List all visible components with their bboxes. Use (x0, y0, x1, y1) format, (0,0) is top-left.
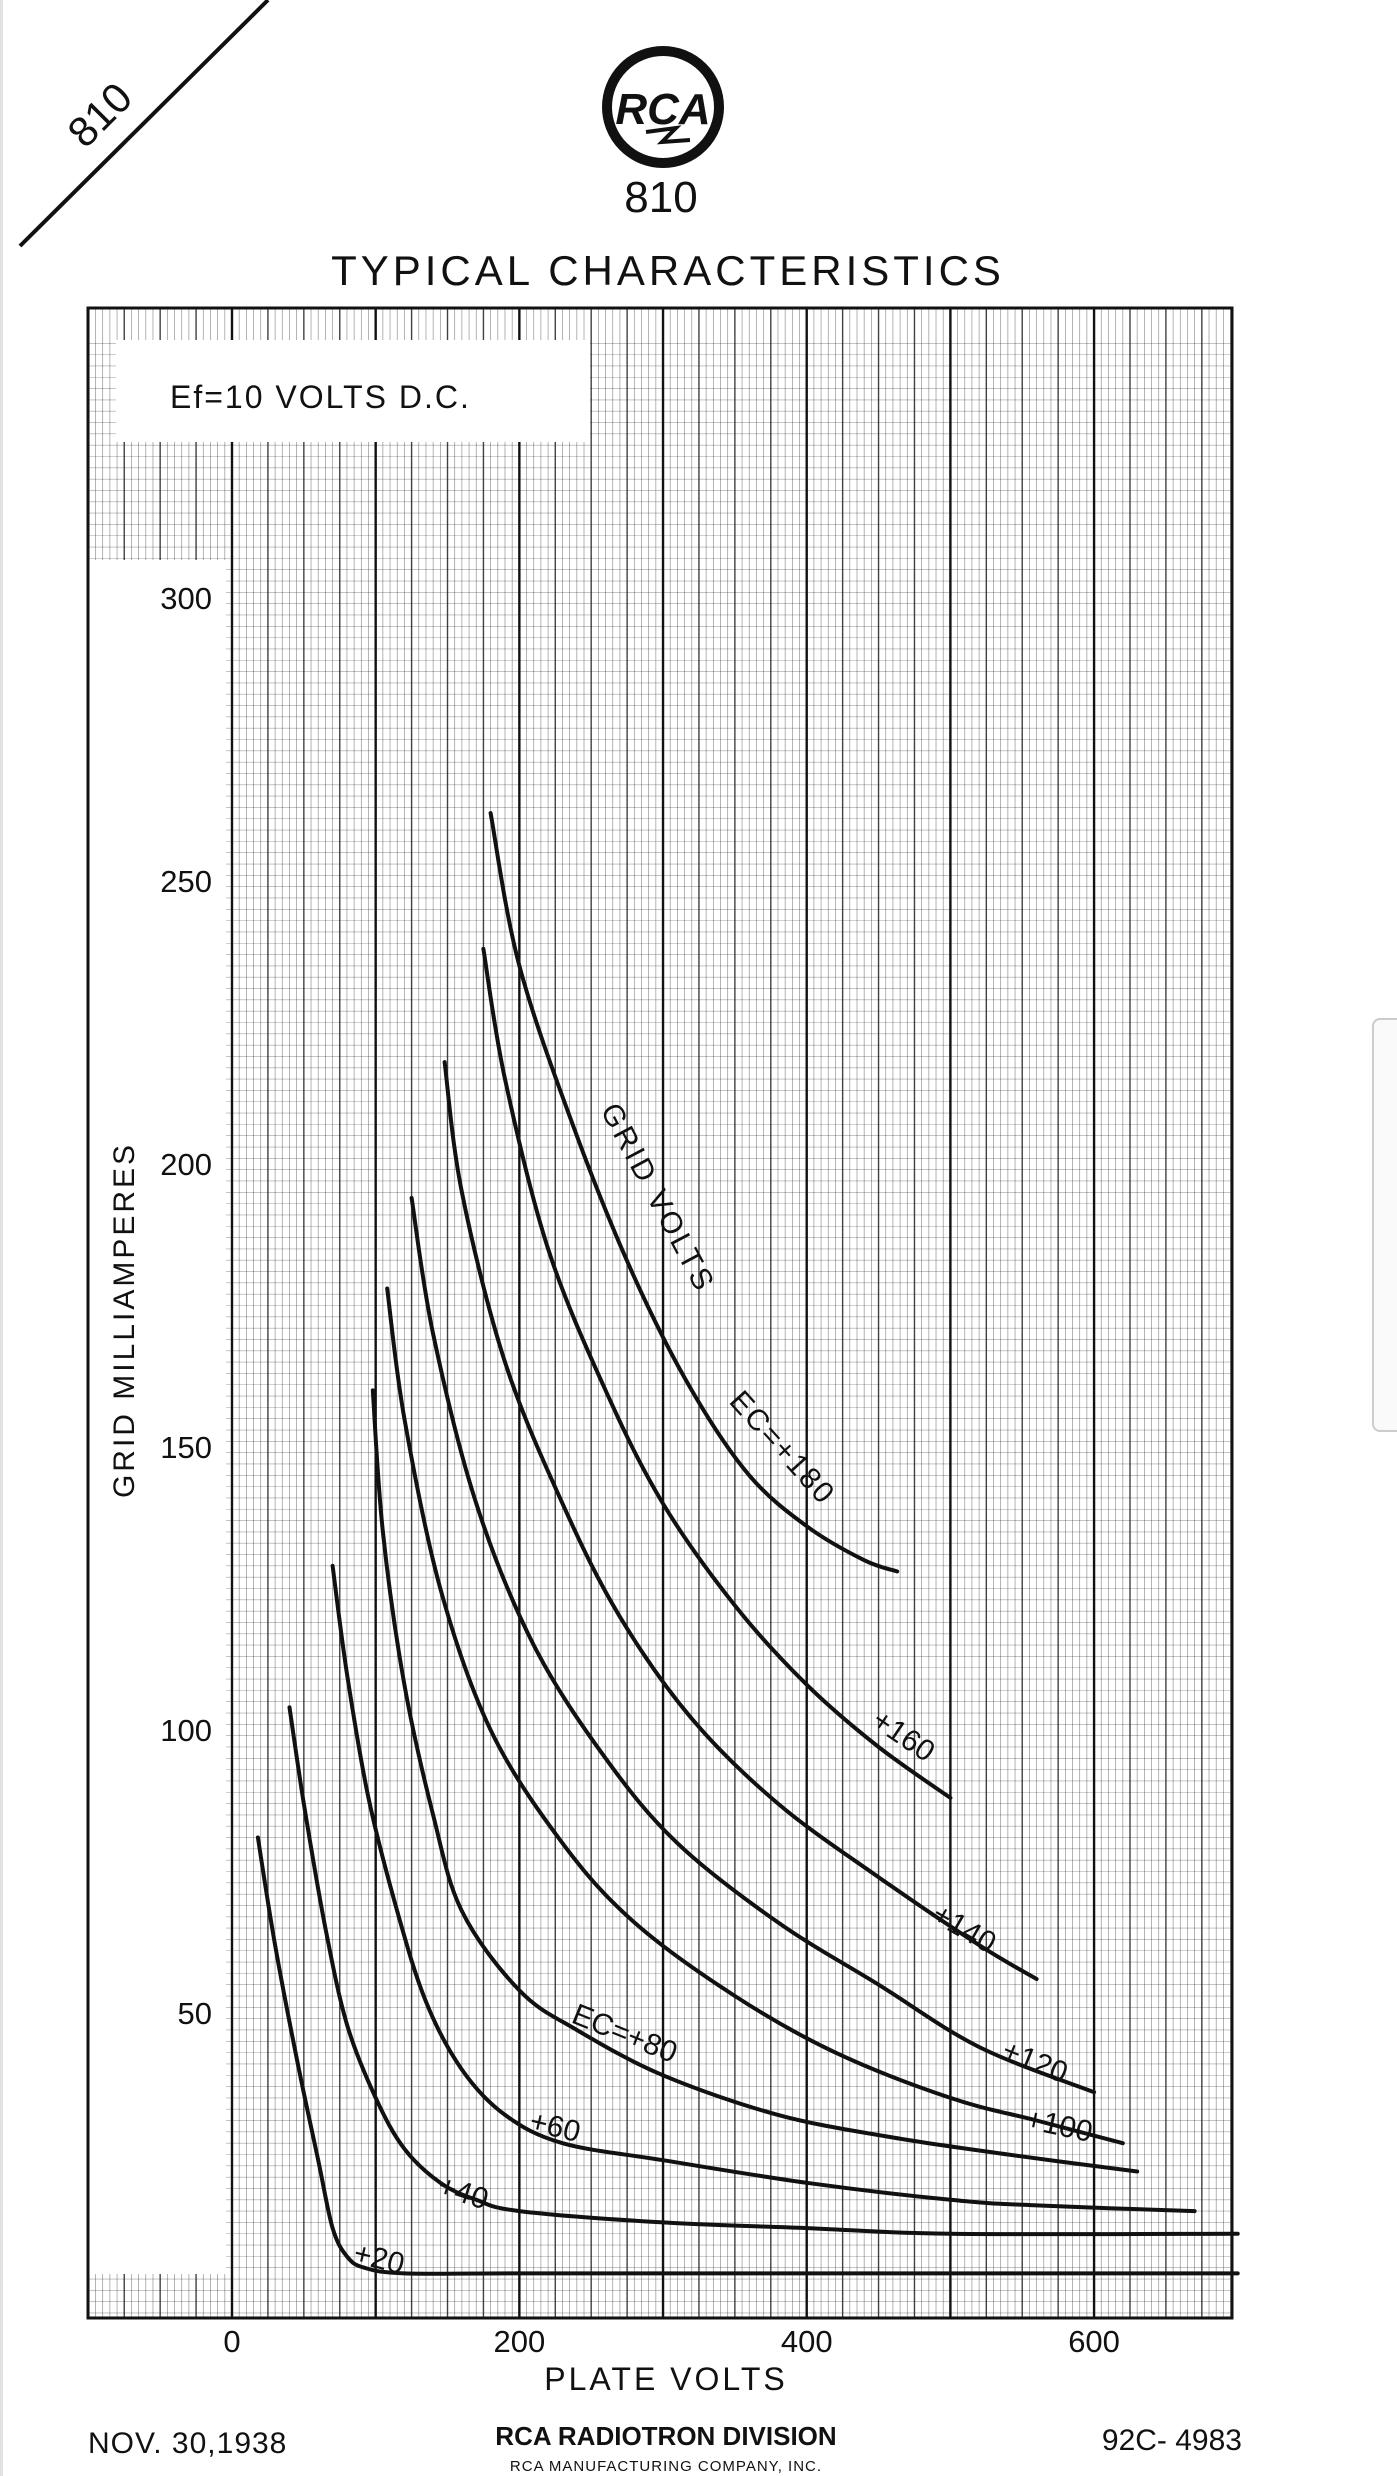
grid-volts-label: GRID VOLTS (593, 1097, 722, 1299)
condition-label: Ef=10 VOLTS D.C. (170, 379, 471, 415)
side-tab[interactable] (1372, 1018, 1397, 1432)
curve-label-140: +140 (926, 1897, 1002, 1960)
x-axis-label: PLATE VOLTS (544, 2361, 788, 2397)
x-tick-labels (223, 2324, 1120, 2359)
footer-division: RCA RADIOTRON DIVISION (495, 2421, 837, 2451)
x-tick-label: 200 (493, 2324, 546, 2359)
x-tick-label: 600 (1068, 2324, 1120, 2359)
chart-frame (88, 308, 1232, 2318)
curve-label-120: +120 (997, 2033, 1073, 2090)
y-tick-label: 100 (160, 1713, 212, 1748)
footer-date: NOV. 30,1938 (88, 2427, 288, 2460)
curve-label-160: +160 (866, 1703, 941, 1769)
y-tick-label: 150 (160, 1430, 212, 1465)
side-tab-text (1380, 1032, 1397, 1422)
y-tick-label: 200 (160, 1147, 212, 1182)
x-tick-label: 400 (780, 2324, 833, 2359)
y-tick-label: 50 (177, 1996, 212, 2031)
footer-company: RCA MANUFACTURING COMPANY, INC. (509, 2458, 823, 2475)
corner-label: 810 (58, 73, 142, 157)
y-tick-label: 250 (160, 864, 212, 899)
chart-grid (88, 308, 1232, 2318)
rca-logo-text: RCA (615, 85, 711, 134)
curve-label-100: +100 (1022, 2102, 1096, 2149)
curve-label-20: +20 (350, 2236, 408, 2282)
footer-code: 92C- 4983 (1101, 2424, 1242, 2457)
tube-number: 810 (624, 173, 698, 222)
curve-label-80: EC=+80 (567, 1997, 682, 2070)
y-axis-label: GRID MILLIAMPERES (108, 1141, 141, 1499)
rca-logo (607, 51, 719, 163)
chart-title: TYPICAL CHARACTERISTICS (331, 247, 1005, 294)
curve-label-40: +40 (433, 2169, 493, 2217)
y-tick-label: 300 (160, 581, 212, 616)
page-edge-shadow (0, 0, 3, 2476)
curve-label-180: EC=+180 (722, 1384, 842, 1512)
curve-label-60: +60 (526, 2104, 584, 2150)
x-tick-label: 0 (223, 2324, 241, 2359)
